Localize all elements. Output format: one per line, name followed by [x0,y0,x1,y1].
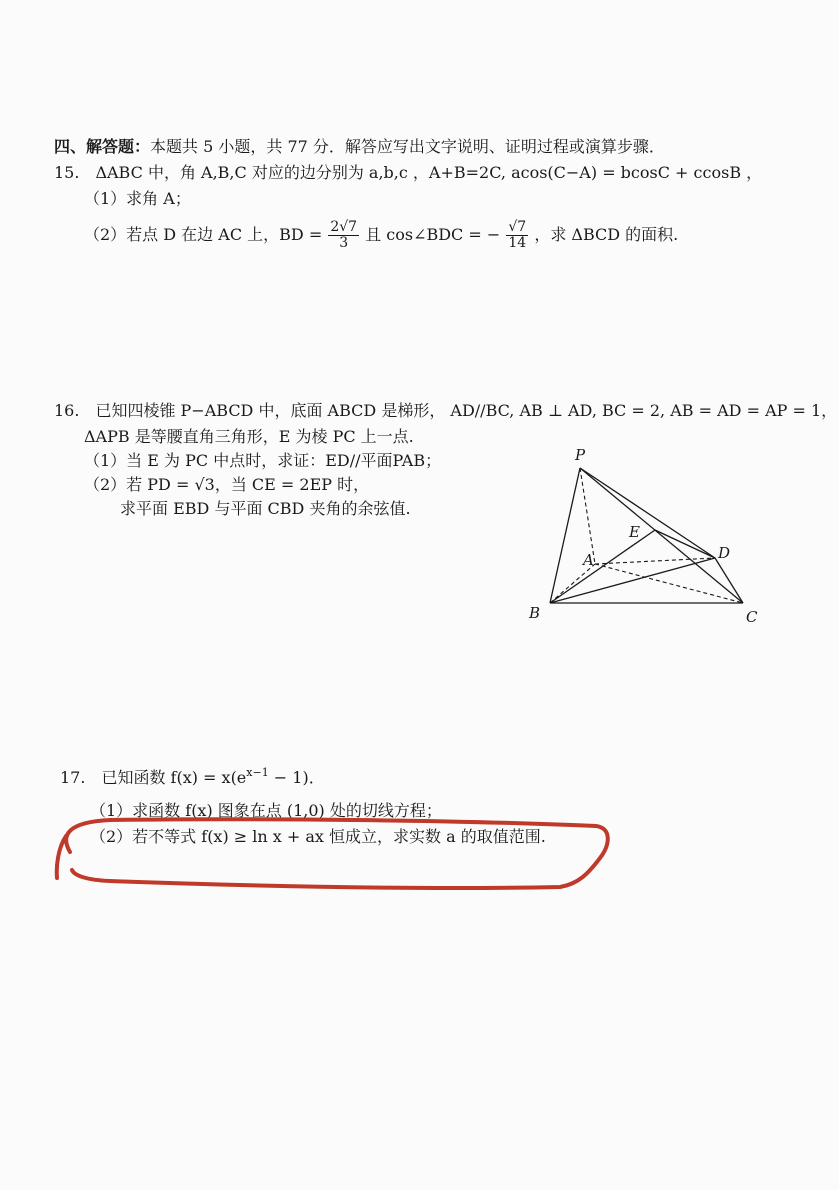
q15-part2-tail: ，求 ΔBCD 的面积. [534,225,679,244]
q16-part2: （2）若 PD = √3，当 CE = 2EP 时， [84,475,370,494]
edge-pa [580,468,595,564]
q16-stem: 16. 已知四棱锥 P−ABCD 中，底面 ABCD 是梯形， AD//BC, AB ⊥ AD, BC = 2, AB = AD = AP = 1， [54,401,838,420]
q16-stem-2: ΔAPB 是等腰直角三角形，E 为棱 PC 上一点. [84,427,414,446]
label-c: C [746,608,758,626]
label-e: E [629,523,640,541]
q17-part1: （1）求函数 f(x) 图象在点 (1,0) 处的切线方程； [90,801,442,820]
section-header [54,136,665,158]
label-d: D [718,544,731,562]
edge-pd [580,468,715,558]
cos-fraction [506,220,528,251]
edge-pc [580,468,743,603]
q15-part2 [84,220,678,251]
section-label: 四、解答题： [54,137,151,156]
q17-stem-lead: 17. 已知函数 f(x) = x(e [60,768,247,787]
q15-part1: （1）求角 A； [84,189,191,208]
q17-stem-tail: − 1)． [268,768,325,787]
edge-ed [655,530,715,558]
cos-numerator: √7 [508,219,527,235]
label-a: A [583,551,594,569]
q17-exponent: x−1 [246,766,269,779]
q16-part2-ask: 求平面 EBD 与平面 CBD 夹角的余弦值. [120,499,411,518]
q15-part2-lead: （2）若点 D 在边 AC 上，BD = [84,225,323,244]
q16-part1: （1）当 E 为 PC 中点时，求证：ED//平面PAB； [84,451,442,470]
edge-ac [595,564,743,603]
label-b: B [529,604,541,622]
label-p: P [575,446,586,464]
edge-bd [550,558,715,603]
q15-part2-cos: 且 cos∠BDC = − [365,225,501,244]
edge-pb [550,468,580,603]
bd-fraction [328,220,359,251]
q15-stem: 15. ΔABC 中，角 A,B,C 对应的边分别为 a,b,c ，A+B=2C, acos(C−A) = bcosC + ccosB ， [54,163,763,182]
bd-numerator: 2√7 [330,219,358,235]
q17-part2: （2）若不等式 f(x) ≥ ln x + ax 恒成立，求实数 a 的取值范围. [90,827,546,846]
q17-stem [60,762,325,789]
pyramid-figure [515,440,775,630]
bd-denominator: 3 [339,235,349,251]
cos-denominator: 14 [508,235,527,251]
section-description: 本题共 5 小题，共 77 分．解答应写出文字说明、证明过程或演算步骤． [150,137,665,156]
